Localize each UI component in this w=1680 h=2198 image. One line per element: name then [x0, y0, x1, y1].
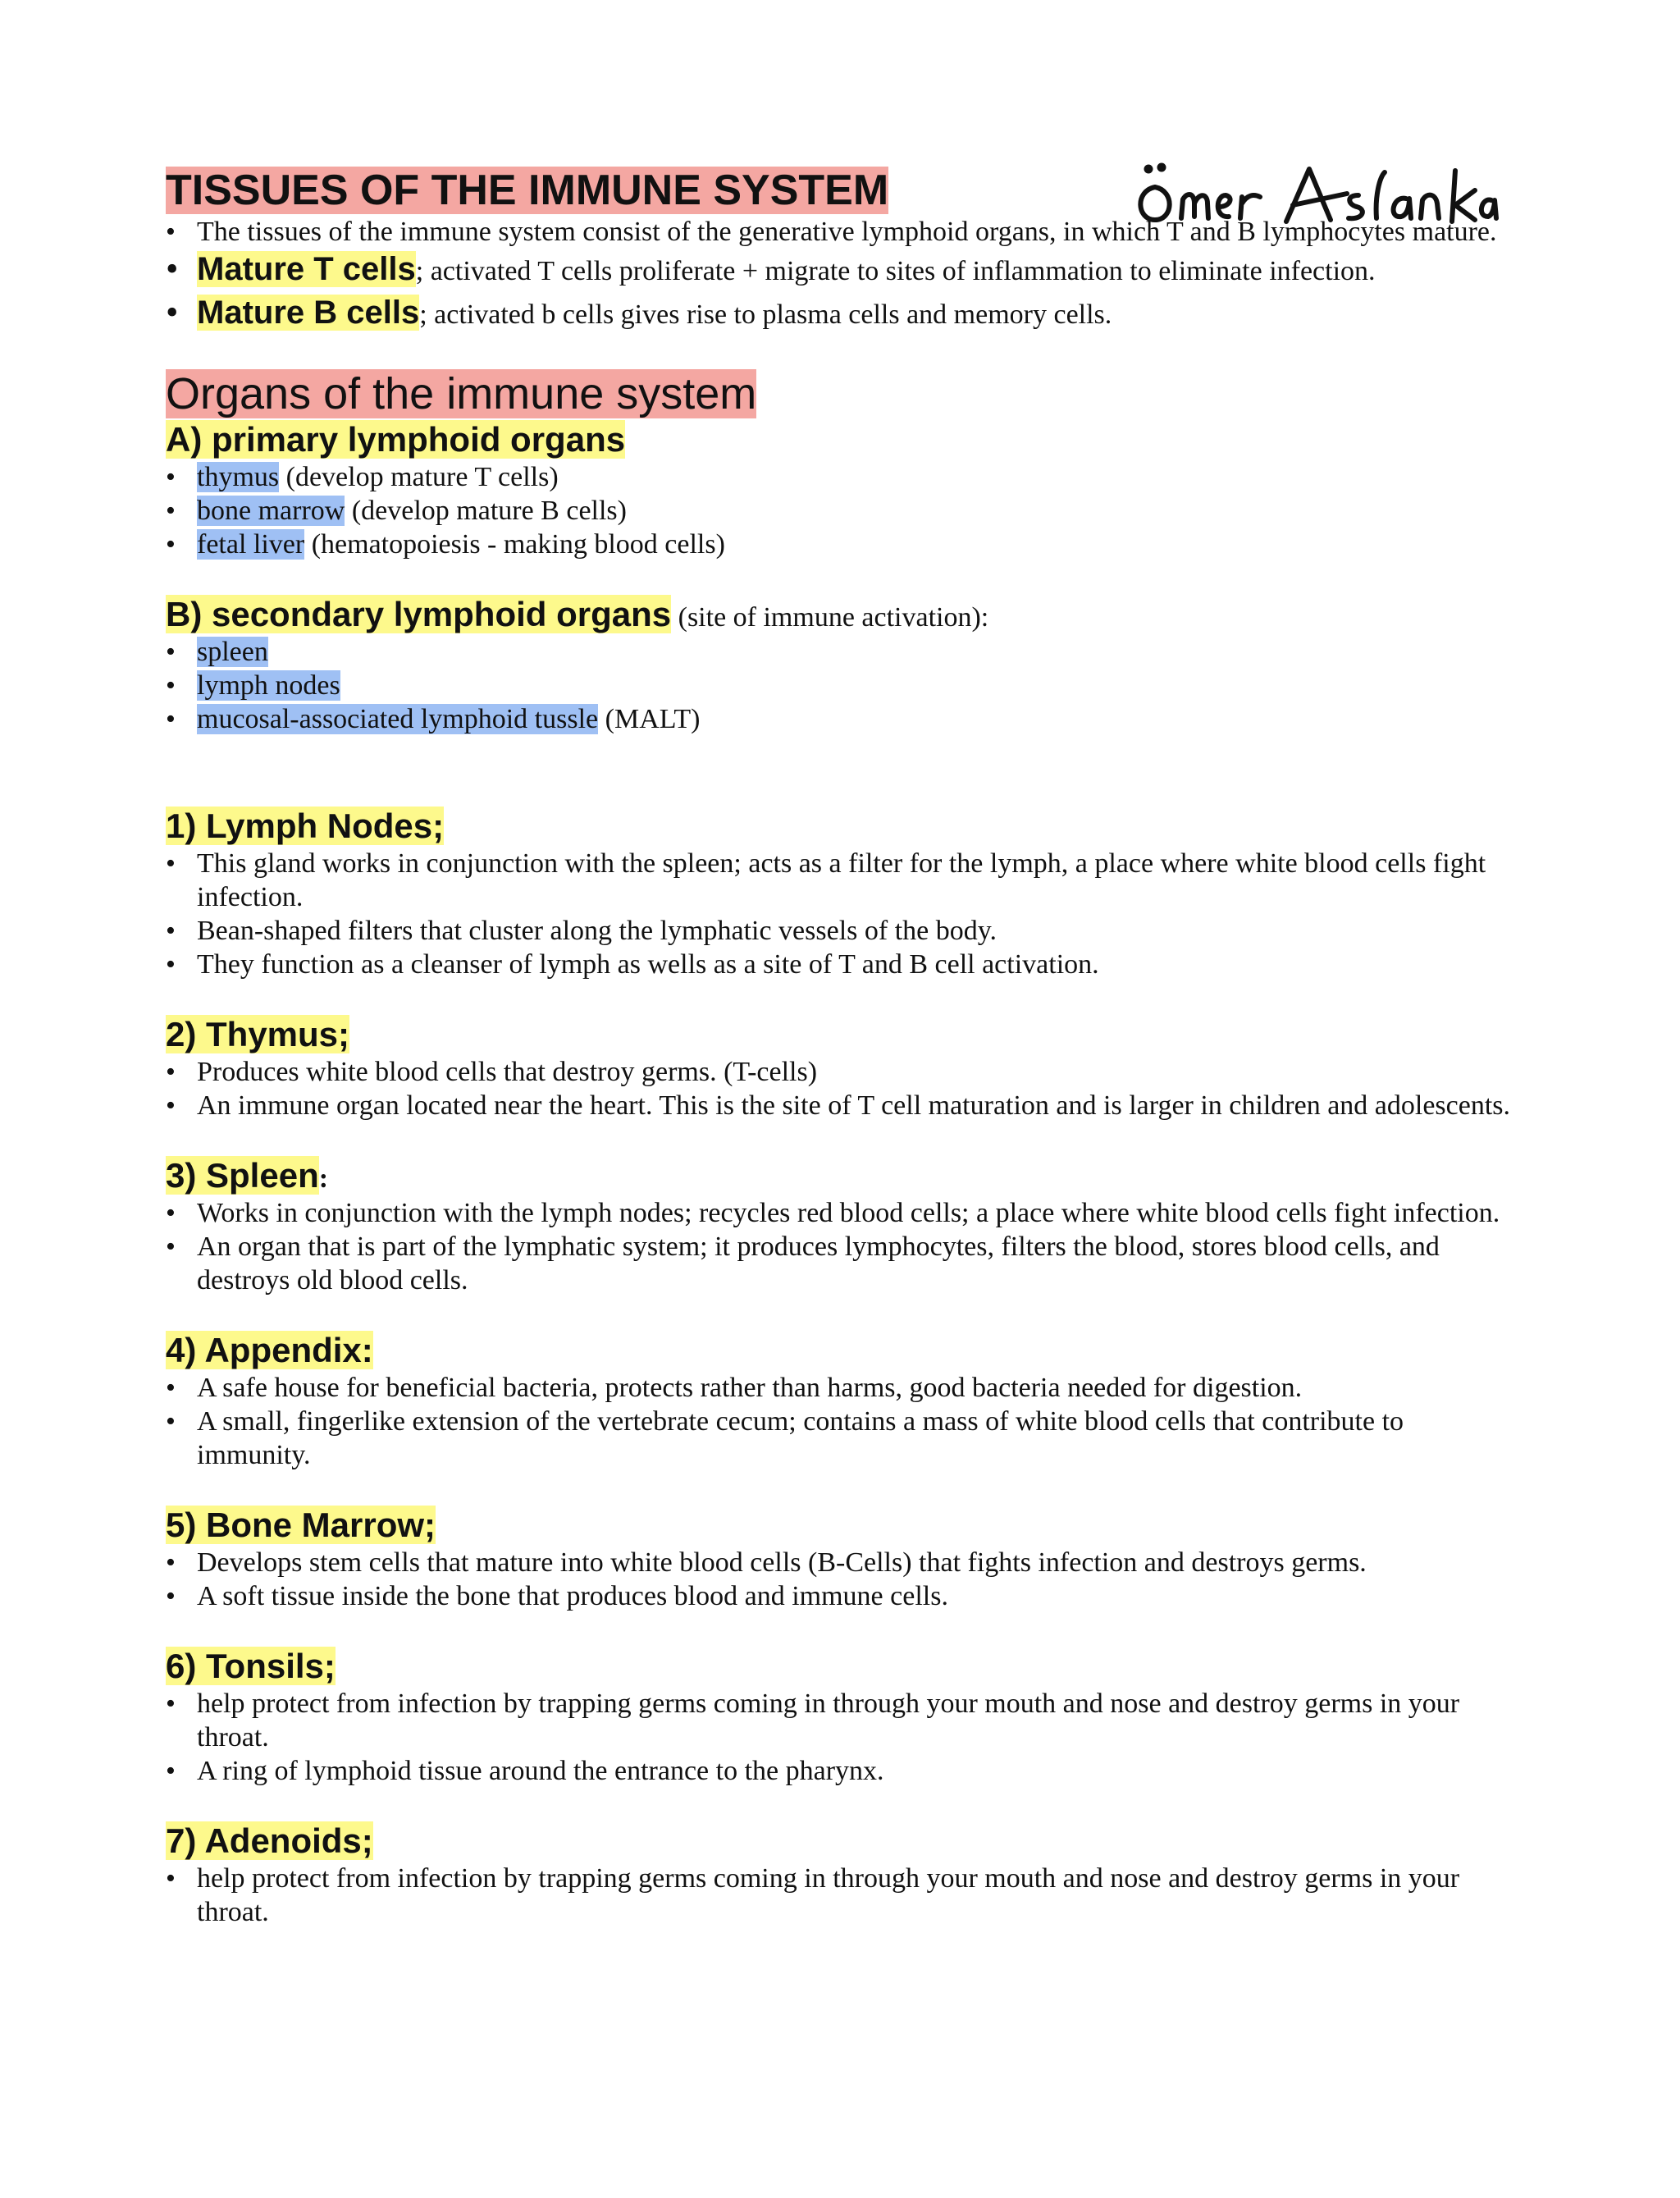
list-item: • Mature B cells; activated b cells gives rise to plasma cells and memory cells.: [166, 292, 1112, 332]
section-list: [166, 1546, 1511, 1613]
list-item: • Bean-shaped filters that cluster along the lymphatic vessels of the body.: [166, 916, 998, 946]
secondary-organs-heading: B) secondary lymphoid organs (site of immune activation):: [166, 595, 989, 633]
list-item: • A ring of lymphoid tissue around the entrance to the pharynx.: [166, 1756, 884, 1786]
list-item: • fetal liver (hematopoiesis - making blood cells): [166, 529, 725, 560]
mature-t-cells-label: Mature T cells: [197, 251, 416, 287]
section-heading: 2) Thymus;: [166, 1015, 350, 1053]
list-item: • help protect from infection by trapping germs coming in through your mouth and nose and destroy germs in your throat.: [166, 1688, 1460, 1752]
list-item: • A soft tissue inside the bone that produces blood and immune cells.: [166, 1581, 948, 1611]
list-item: • Produces white blood cells that destroy germs. (T-cells): [166, 1057, 818, 1087]
list-item: • They function as a cleanser of lymph as wells as a site of T and B cell activation.: [166, 949, 1099, 980]
primary-organs-list: [166, 460, 1511, 561]
section-heading: 6) Tonsils;: [166, 1647, 336, 1685]
section-heading: 1) Lymph Nodes;: [166, 807, 445, 845]
list-item: • An immune organ located near the heart. This is the site of T cell maturation and is larger in children and adolescents.: [166, 1090, 1511, 1121]
section-heading: 5) Bone Marrow;: [166, 1506, 436, 1544]
section-list: [166, 1371, 1511, 1472]
document-title: TISSUES OF THE IMMUNE SYSTEM: [166, 167, 889, 214]
list-item: • thymus (develop mature T cells): [166, 462, 559, 492]
list-item: • bone marrow (develop mature B cells): [166, 496, 627, 526]
mature-cells-list: [166, 249, 1511, 336]
list-item: • This gland works in conjunction with the spleen; acts as a filter for the lymph, a place where white blood cells fight infection.: [166, 848, 1486, 912]
section-heading: 4) Appendix:: [166, 1331, 373, 1369]
list-item: • Mature T cells; activated T cells proliferate + migrate to sites of inflammation to eliminate infection.: [166, 249, 1376, 289]
list-item: • mucosal-associated lymphoid tussle (MALT): [166, 704, 701, 734]
section-list: [166, 1687, 1511, 1788]
section-heading: 3) Spleen:: [166, 1156, 329, 1195]
primary-organs-heading: A) primary lymphoid organs: [166, 420, 626, 459]
mature-b-cells-label: Mature B cells: [197, 295, 420, 331]
section-heading: 7) Adenoids;: [166, 1821, 373, 1860]
section-list: [166, 1862, 1511, 1929]
section-list: [166, 1196, 1511, 1297]
list-item: • Works in conjunction with the lymph nodes; recycles red blood cells; a place where white blood cells fight infection.: [166, 1198, 1500, 1228]
section-list: [166, 1055, 1511, 1122]
list-item: • The tissues of the immune system consist of the generative lymphoid organs, in which T and B lymphocytes mature.: [166, 217, 1497, 247]
list-item: • Develops stem cells that mature into white blood cells (B-Cells) that fights infection and destroys germs.: [166, 1547, 1367, 1578]
secondary-organs-list: [166, 635, 1511, 736]
intro-list: [166, 215, 1511, 249]
organs-heading: Organs of the immune system: [166, 369, 757, 418]
document-content: [166, 166, 1511, 1929]
list-item: • A small, fingerlike extension of the vertebrate cecum; contains a mass of white blood cells that contribute to immunity.: [166, 1406, 1404, 1470]
section-list: [166, 847, 1511, 981]
list-item: • lymph nodes: [166, 670, 340, 701]
list-item: • help protect from infection by trapping germs coming in through your mouth and nose and destroy germs in your throat.: [166, 1863, 1460, 1927]
list-item: • spleen: [166, 637, 268, 667]
list-item: • An organ that is part of the lymphatic system; it produces lymphocytes, filters the blood, stores blood cells, and destroys old blood cells.: [166, 1232, 1440, 1295]
list-item: • A safe house for beneficial bacteria, protects rather than harms, good bacteria needed for digestion.: [166, 1373, 1303, 1403]
